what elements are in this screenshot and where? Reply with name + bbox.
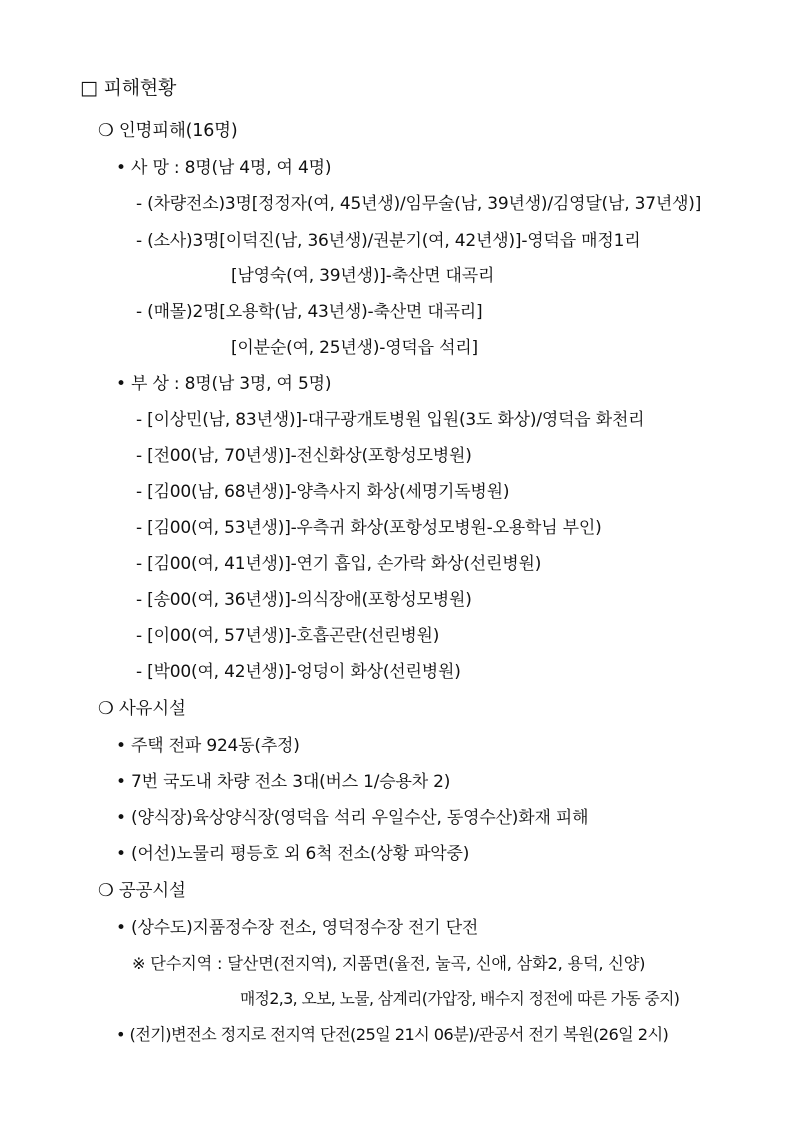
detail-line: - [이00(여, 57년생)]-호흡곤란(선린병원) <box>136 626 440 646</box>
note-water-outage: ※ 단수지역 : 달산면(전지역), 지품면(율전, 눌곡, 신애, 삼화2, 용덕, 신양) <box>132 954 646 973</box>
item-deaths: • 사 망 : 8명(남 4명, 여 4명) <box>116 158 332 178</box>
detail-line: - (매몰)2명[오용학(남, 43년생)-축산면 대곡리] <box>136 302 483 322</box>
heading-public-facilities: ❍ 공공시설 <box>98 881 186 901</box>
heading-casualties: ❍ 인명피해(16명) <box>98 121 238 141</box>
detail-line: - [박00(여, 42년생)]-엉덩이 화상(선린병원) <box>136 662 461 682</box>
detail-line: - (차량전소)3명[정정자(여, 45년생)/임무술(남, 39년생)/김영달(남, 37년생)] <box>136 194 702 214</box>
item-injuries: • 부 상 : 8명(남 3명, 여 5명) <box>116 374 332 394</box>
detail-continuation: [이분순(여, 25년생)-영덕읍 석리] <box>231 338 478 358</box>
section-title: □ 피해현황 <box>80 77 177 99</box>
item-line: • (상수도)지품정수장 전소, 영덕정수장 전기 단전 <box>116 918 479 938</box>
detail-continuation: [남영숙(여, 39년생)]-축산면 대곡리 <box>231 266 495 286</box>
detail-line: - (소사)3명[이덕진(남, 36년생)/권분기(여, 42년생)]-영덕읍 매정1리 <box>136 231 641 251</box>
detail-line: - [김00(남, 68년생)]-양측사지 화상(세명기독병원) <box>136 482 510 502</box>
detail-line: - [송00(여, 36년생)]-의식장애(포항성모병원) <box>136 590 472 610</box>
detail-line: - [김00(여, 41년생)]-연기 흡입, 손가락 화상(선린병원) <box>136 554 542 574</box>
item-line: • (양식장)육상양식장(영덕읍 석리 우일수산, 동영수산)화재 피해 <box>116 808 589 828</box>
note-continuation: 매정2,3, 오보, 노물, 삼계리(가압장, 배수지 정전에 따른 가동 중지) <box>240 989 680 1008</box>
detail-line: - [이상민(남, 83년생)]-대구광개토병원 입원(3도 화상)/영덕읍 화천리 <box>136 410 645 430</box>
item-line: • (전기)변전소 정지로 전지역 단전(25일 21시 06분)/관공서 전기 복원(26일 2시) <box>116 1025 669 1044</box>
detail-line: - [전00(남, 70년생)]-전신화상(포항성모병원) <box>136 446 472 466</box>
detail-line: - [김00(여, 53년생)]-우측귀 화상(포항성모병원-오용학님 부인) <box>136 518 602 538</box>
item-line: • 주택 전파 924동(추정) <box>116 736 300 756</box>
item-line: • 7번 국도내 차량 전소 3대(버스 1/승용차 2) <box>116 772 451 792</box>
heading-private-facilities: ❍ 사유시설 <box>98 699 186 719</box>
item-line: • (어선)노물리 평등호 외 6척 전소(상황 파악중) <box>116 844 470 864</box>
